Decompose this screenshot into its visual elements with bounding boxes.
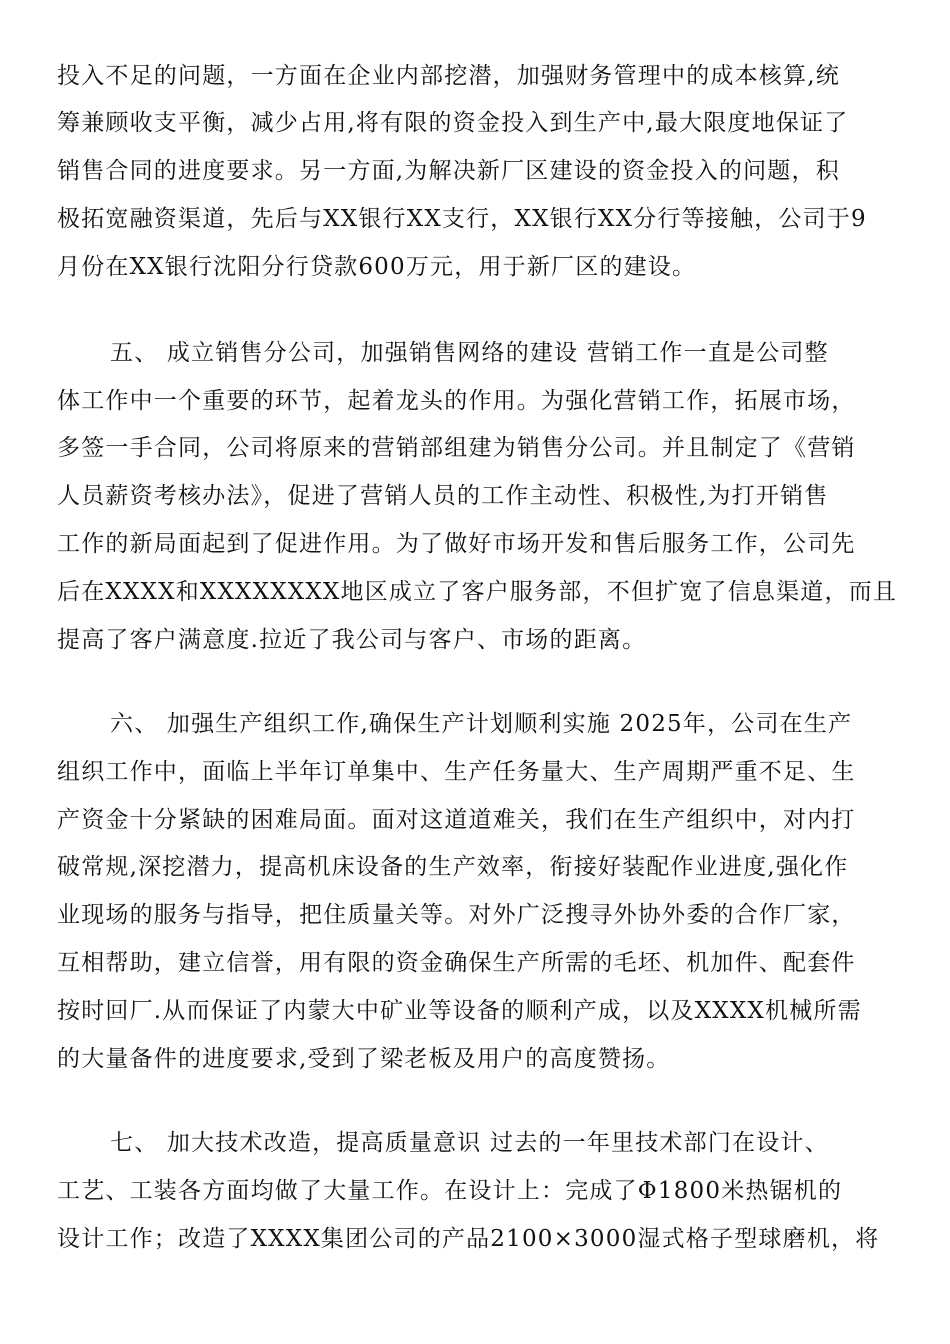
paragraph-2-line-1: 五、 成立销售分公司，加强销售网络的建设 营销工作一直是公司整 <box>110 340 829 366</box>
paragraph-1-line-1: 投入不足的问题，一方面在企业内部挖潜，加强财务管理中的成本核算,统 <box>57 63 840 89</box>
paragraph-2-line-6: 后在XXXX和XXXXXXXX地区成立了客户服务部，不但扩宽了信息渠道，而且 <box>57 579 898 605</box>
paragraph-3-line-4: 破常规,深挖潜力，提高机床设备的生产效率，衔接好装配作业进度,强化作 <box>57 854 849 880</box>
paragraph-2-line-2: 体工作中一个重要的环节，起着龙头的作用。为强化营销工作，拓展市场， <box>57 388 856 414</box>
paragraph-3-line-6: 互相帮助，建立信誉，用有限的资金确保生产所需的毛坯、机加件、配套件 <box>57 950 856 976</box>
paragraph-1-line-2: 筹兼顾收支平衡，减少占用,将有限的资金投入到生产中,最大限度地保证了 <box>57 110 849 136</box>
paragraph-3-line-3: 产资金十分紧缺的困难局面。面对这道道难关，我们在生产组织中，对内打 <box>57 807 856 833</box>
paragraph-2-line-5: 工作的新局面起到了促进作用。为了做好市场开发和售后服务工作，公司先 <box>57 531 856 557</box>
paragraph-3-line-7: 按时回厂.从而保证了内蒙大中矿业等设备的顺利产成，以及XXXX机械所需 <box>57 998 862 1024</box>
paragraph-1-line-3: 销售合同的进度要求。另一方面,为解决新厂区建设的资金投入的问题，积 <box>57 158 840 184</box>
paragraph-2-line-3: 多签一手合同，公司将原来的营销部组建为销售分公司。并且制定了《营销 <box>57 435 856 461</box>
paragraph-3-line-8: 的大量备件的进度要求,受到了梁老板及用户的高度赞扬。 <box>57 1046 671 1072</box>
paragraph-1-line-5: 月份在XX银行沈阳分行贷款600万元，用于新厂区的建设。 <box>57 254 697 280</box>
paragraph-3-line-1: 六、 加强生产组织工作,确保生产计划顺利实施 2025年，公司在生产 <box>110 711 853 737</box>
paragraph-3-line-5: 业现场的服务与指导，把住质量关等。对外广泛搜寻外协外委的合作厂家， <box>57 902 856 928</box>
paragraph-4-line-1: 七、 加大技术改造，提高质量意识 过去的一年里技术部门在设计、 <box>110 1130 829 1156</box>
paragraph-2-line-7: 提高了客户满意度.拉近了我公司与客户、市场的距离。 <box>57 627 647 653</box>
paragraph-4-line-2: 工艺、工装各方面均做了大量工作。在设计上：完成了Φ1800米热锯机的 <box>57 1178 843 1204</box>
paragraph-4-line-3: 设计工作；改造了XXXX集团公司的产品2100×3000湿式格子型球磨机，将 <box>57 1226 880 1252</box>
paragraph-3-line-2: 组织工作中，面临上半年订单集中、生产任务量大、生产周期严重不足、生 <box>57 759 856 785</box>
paragraph-2-line-4: 人员薪资考核办法》，促进了营销人员的工作主动性、积极性,为打开销售 <box>57 483 829 509</box>
paragraph-1-line-4: 极拓宽融资渠道，先后与XX银行XX支行，XX银行XX分行等接触，公司于9 <box>57 206 867 232</box>
